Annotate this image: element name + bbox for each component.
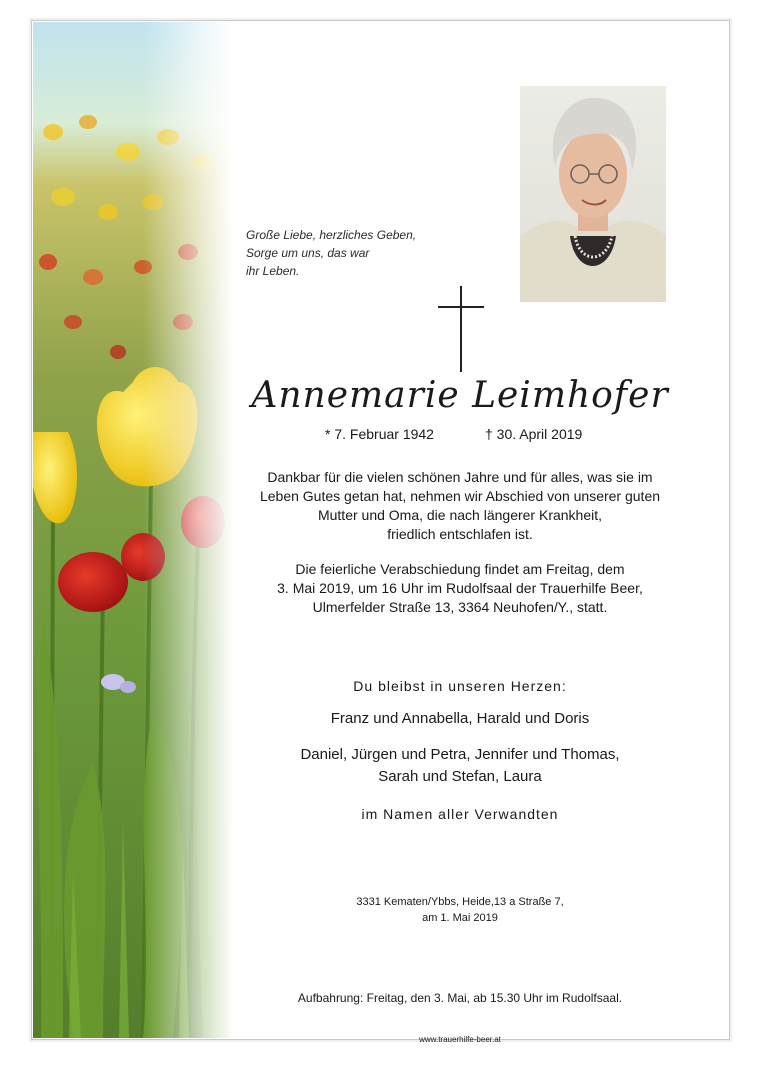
message-line: Mutter und Oma, die nach längerer Krankheit, [317, 507, 603, 523]
address-line: 3331 Kematen/Ybbs, Heide,13 a Straße 7, [356, 896, 564, 908]
family-line: Daniel, Jürgen und Petra, Jennifer und Thomas, [300, 746, 620, 763]
family-names [232, 744, 688, 788]
mourning-address [232, 894, 688, 926]
poem [246, 226, 466, 280]
website-link[interactable]: www.trauerhilfe-beer.at [419, 1035, 501, 1044]
message-line: Dankbar für die vielen schönen Jahre und für alles, was sie im [267, 469, 653, 485]
poem-line: Große Liebe, herzliches Geben, [246, 228, 417, 242]
image-fade-overlay [33, 22, 233, 1038]
ceremony-line: Die feierliche Verabschiedung findet am Freitag, dem [295, 561, 625, 577]
ceremony-line: 3. Mai 2019, um 16 Uhr im Rudolfsaal der Trauerhilfe Beer, [277, 580, 643, 596]
family-line-1: Franz und Annabella, Harald und Doris [330, 710, 590, 727]
relatives-note: im Namen aller Verwandten [361, 806, 559, 822]
ceremony-line: Ulmerfelder Straße 13, 3364 Neuhofen/Y., statt. [312, 599, 608, 615]
poem-line: Sorge um uns, das war [246, 246, 370, 260]
viewing-info: Aufbahrung: Freitag, den 3. Mai, ab 15.30 Uhr im Rudolfsaal. [297, 991, 623, 1005]
portrait-photo [520, 86, 666, 302]
family-line: Sarah und Stefan, Laura [378, 768, 542, 785]
message-line: Leben Gutes getan hat, nehmen wir Abschied von unserer guten [259, 488, 661, 504]
message-line: friedlich entschlafen ist. [387, 526, 533, 542]
farewell-message [232, 468, 688, 544]
birth-date: * 7. Februar 1942 [325, 426, 434, 442]
death-date: † 30. April 2019 [485, 426, 583, 442]
poem-line: ihr Leben. [246, 264, 300, 278]
address-line: am 1. Mai 2019 [422, 912, 498, 924]
ceremony-info [232, 560, 688, 617]
remembrance-heading: Du bleibst in unseren Herzen: [353, 678, 567, 694]
cross-icon [438, 286, 484, 372]
deceased-name: Annemarie Leimhofer [251, 375, 669, 416]
